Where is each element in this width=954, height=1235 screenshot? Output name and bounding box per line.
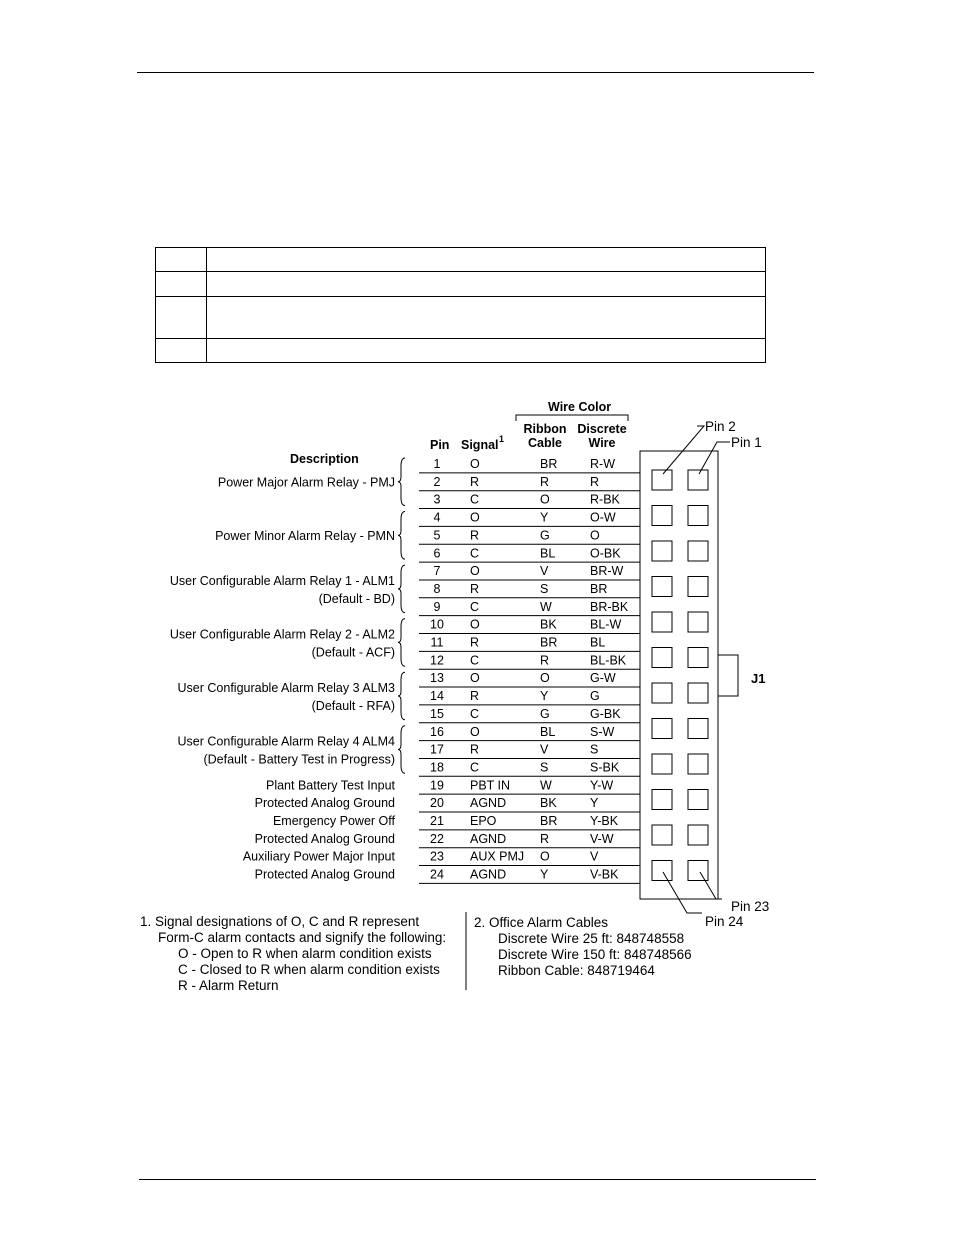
pin-number: 18 — [430, 760, 444, 775]
discrete-heading-2: Wire — [588, 436, 616, 450]
connector-contact — [652, 719, 672, 739]
note-1-line-2: Form-C alarm contacts and signify the following: — [158, 930, 447, 945]
ribbon-color-cell: W — [540, 599, 552, 614]
signal-cell: R — [470, 528, 480, 543]
pin-number: 5 — [433, 528, 441, 543]
pin-row — [419, 475, 640, 491]
signal-cell: AGND — [470, 867, 507, 882]
signal-cell: O — [470, 564, 480, 579]
group-label-line: User Configurable Alarm Relay 1 - ALM1 — [169, 573, 395, 588]
discrete-color-cell: G-W — [590, 671, 616, 686]
pin-row — [419, 493, 640, 509]
pin-number: 9 — [433, 599, 441, 614]
note-2-item: Discrete Wire 150 ft: 848748566 — [498, 947, 692, 962]
ribbon-color-cell: V — [540, 564, 549, 579]
connector-contact — [652, 470, 672, 490]
note-1-item: R - Alarm Return — [178, 978, 279, 993]
ribbon-color-cell: S — [540, 760, 549, 775]
pin24-label: Pin 24 — [705, 914, 744, 929]
signal-heading-superscript: 1 — [499, 434, 505, 444]
pin-number: 19 — [430, 778, 444, 793]
relay-group — [170, 565, 405, 613]
connector-contact — [688, 754, 708, 774]
pin-row — [419, 868, 640, 884]
pin-row — [419, 653, 640, 669]
pin2-label: Pin 2 — [705, 419, 736, 434]
pin-number: 1 — [433, 457, 441, 471]
ribbon-color-cell: BK — [540, 796, 557, 811]
discrete-color-cell: O — [590, 528, 600, 543]
pin-row — [419, 743, 640, 759]
ribbon-heading-2: Cable — [527, 436, 563, 450]
pin-description: Protected Analog Ground — [254, 831, 395, 846]
pin-number: 21 — [430, 814, 444, 828]
signal-cell: EPO — [470, 814, 497, 828]
ribbon-color-cell: BR — [540, 814, 558, 828]
discrete-color-cell: S — [590, 742, 599, 757]
connector-contact — [688, 683, 708, 703]
signal-cell: AGND — [470, 831, 507, 846]
ribbon-color-cell: BR — [540, 457, 558, 471]
ribbon-color-cell: BK — [540, 617, 557, 632]
discrete-color-cell: V — [590, 849, 599, 864]
pin-number: 11 — [430, 635, 444, 650]
pin-row — [419, 511, 640, 527]
signal-cell: R — [470, 635, 480, 650]
pin23-label: Pin 23 — [731, 899, 770, 914]
connector-contact — [688, 612, 708, 632]
signal-cell: PBT IN — [470, 778, 511, 793]
description-heading: Description — [290, 452, 359, 466]
ribbon-color-cell: R — [540, 474, 550, 489]
signal-cell: R — [470, 689, 480, 704]
pin-row — [419, 582, 640, 598]
discrete-color-cell: BL — [590, 635, 606, 650]
connector-contact — [652, 683, 672, 703]
pin-description: Protected Analog Ground — [254, 867, 395, 882]
group-label-line: (Default - Battery Test in Progress) — [203, 752, 395, 767]
signal-heading: Signal — [461, 438, 499, 452]
pin-number: 12 — [430, 653, 444, 668]
group-label-line: (Default - BD) — [318, 591, 395, 606]
ribbon-color-cell: BL — [540, 546, 556, 561]
pin-row — [419, 636, 640, 652]
pin-description: Emergency Power Off — [272, 814, 395, 828]
note-2 — [474, 915, 692, 979]
pin-row — [419, 760, 640, 776]
ribbon-color-cell: BL — [540, 724, 556, 739]
discrete-color-cell: Y-BK — [590, 814, 619, 828]
pin-number: 17 — [430, 742, 444, 757]
discrete-color-cell: O-BK — [590, 546, 621, 561]
connector-contact — [652, 861, 672, 881]
signal-cell: R — [470, 474, 480, 489]
discrete-color-cell: V-W — [590, 831, 614, 846]
connector-contact — [688, 719, 708, 739]
pin-description: Protected Analog Ground — [254, 796, 395, 811]
signal-cell: AUX PMJ — [470, 849, 525, 864]
pin-row — [419, 725, 640, 741]
pin-number: 14 — [430, 689, 444, 704]
connector-contact — [688, 861, 708, 881]
discrete-color-cell: O-W — [590, 510, 616, 525]
signal-cell: O — [470, 617, 480, 632]
discrete-color-cell: BL-W — [590, 617, 622, 632]
signal-cell: O — [470, 457, 480, 471]
discrete-color-cell: V-BK — [590, 867, 619, 882]
pin-row — [419, 796, 640, 812]
note-1-item: O - Open to R when alarm condition exists — [178, 946, 432, 961]
pin1-label: Pin 1 — [731, 435, 762, 450]
wire-color-heading: Wire Color — [548, 400, 612, 414]
connector-contact — [652, 648, 672, 668]
signal-cell: O — [470, 671, 480, 686]
pin-number: 16 — [430, 724, 444, 739]
connector-contact — [652, 577, 672, 597]
discrete-color-cell: Y — [590, 796, 599, 811]
signal-cell: R — [470, 581, 480, 596]
signal-cell: C — [470, 653, 480, 668]
group-label-line: User Configurable Alarm Relay 4 ALM4 — [177, 734, 395, 749]
ribbon-color-cell: R — [540, 653, 550, 668]
connector-contact — [652, 541, 672, 561]
connector-contact — [652, 825, 672, 845]
connector-contact — [688, 541, 708, 561]
pin23-leader — [700, 872, 722, 899]
connector-contact — [688, 825, 708, 845]
pin-number: 7 — [433, 564, 441, 579]
signal-cell: O — [470, 510, 480, 525]
note-2-item: Discrete Wire 25 ft: 848748558 — [498, 931, 685, 946]
connector-contact — [688, 577, 708, 597]
discrete-color-cell: R-BK — [590, 492, 620, 507]
discrete-heading-1: Discrete — [577, 422, 627, 436]
group-label-line: (Default - RFA) — [311, 698, 395, 713]
pin-number: 10 — [430, 617, 444, 632]
group-label-line: Power Major Alarm Relay - PMJ — [217, 475, 395, 490]
signal-cell: C — [470, 546, 480, 561]
pin24-leader — [663, 872, 702, 913]
group-brace — [398, 726, 405, 774]
discrete-color-cell: BL-BK — [590, 653, 627, 668]
group-brace — [398, 512, 405, 560]
pin-number: 13 — [430, 671, 444, 686]
discrete-color-cell: G — [590, 689, 600, 704]
discrete-color-cell: R — [590, 474, 600, 489]
pin-number: 23 — [430, 849, 444, 864]
group-brace — [398, 619, 405, 667]
pin-number: 6 — [433, 546, 441, 561]
pin-row — [419, 618, 640, 634]
pin-number: 15 — [430, 706, 444, 721]
discrete-color-cell: S-BK — [590, 760, 620, 775]
pin-description: Auxiliary Power Major Input — [242, 849, 395, 864]
note-1-line-1: 1. Signal designations of O, C and R represent — [140, 914, 420, 929]
pin-row — [419, 671, 640, 687]
ribbon-color-cell: O — [540, 849, 550, 864]
group-label-line: User Configurable Alarm Relay 3 ALM3 — [177, 680, 395, 695]
relay-group — [215, 512, 405, 560]
discrete-color-cell: R-W — [590, 457, 615, 471]
pin-heading: Pin — [430, 438, 450, 452]
connector-contact — [688, 648, 708, 668]
pin-row — [419, 832, 640, 848]
ribbon-color-cell: R — [540, 831, 550, 846]
note-1-item: C - Closed to R when alarm condition exists — [178, 962, 440, 977]
pin1-leader — [699, 442, 730, 474]
relay-group — [178, 726, 405, 774]
ribbon-color-cell: S — [540, 581, 549, 596]
pin-number: 3 — [433, 492, 441, 507]
discrete-color-cell: BR — [590, 581, 608, 596]
pin-row — [419, 778, 640, 794]
group-brace — [398, 458, 405, 506]
bottom-rule — [139, 1179, 816, 1180]
group-label-line: (Default - ACF) — [311, 645, 395, 660]
ribbon-color-cell: O — [540, 492, 550, 507]
pin-row — [419, 707, 640, 723]
ribbon-color-cell: V — [540, 742, 549, 757]
pin-number: 4 — [433, 510, 441, 525]
pin-number: 8 — [433, 581, 441, 596]
connector-contact — [652, 754, 672, 774]
pin-row — [419, 528, 640, 544]
pin-row — [419, 546, 640, 562]
ribbon-color-cell: O — [540, 671, 550, 686]
note-1 — [140, 914, 446, 994]
ribbon-heading-1: Ribbon — [523, 422, 567, 436]
pin-number: 24 — [430, 867, 444, 882]
discrete-color-cell: Y-W — [590, 778, 614, 793]
j1-bracket — [718, 655, 738, 696]
discrete-color-cell: S-W — [590, 724, 615, 739]
signal-cell: C — [470, 760, 480, 775]
pin-row — [419, 457, 640, 473]
ribbon-color-cell: Y — [540, 510, 549, 525]
pin2-leader — [663, 426, 704, 474]
signal-cell: AGND — [470, 796, 507, 811]
group-brace — [398, 565, 405, 613]
ribbon-color-cell: W — [540, 778, 552, 793]
ribbon-color-cell: G — [540, 528, 550, 543]
signal-cell: C — [470, 599, 480, 614]
connector-name: J1 — [751, 671, 766, 686]
signal-cell: C — [470, 492, 480, 507]
signal-cell: C — [470, 706, 480, 721]
group-brace — [398, 672, 405, 720]
signal-cell: R — [470, 742, 480, 757]
relay-group — [178, 672, 405, 720]
discrete-color-cell: G-BK — [590, 706, 621, 721]
ribbon-color-cell: G — [540, 706, 550, 721]
pin-row — [419, 850, 640, 866]
connector-contact — [652, 612, 672, 632]
discrete-color-cell: BR-BK — [590, 599, 629, 614]
wire-color-bracket — [516, 415, 628, 421]
pin-number: 20 — [430, 796, 444, 811]
discrete-color-cell: BR-W — [590, 564, 624, 579]
connector-contact — [688, 470, 708, 490]
pin-row — [419, 814, 640, 830]
signal-cell: O — [470, 724, 480, 739]
note-2-item: Ribbon Cable: 848719464 — [498, 963, 655, 978]
pin-row — [419, 689, 640, 705]
relay-group — [170, 619, 405, 667]
connector-contact — [652, 790, 672, 810]
pin-row — [419, 600, 640, 616]
pin-number: 22 — [430, 831, 444, 846]
group-label-line: Power Minor Alarm Relay - PMN — [215, 528, 395, 543]
ribbon-color-cell: Y — [540, 867, 549, 882]
connector-contact — [652, 506, 672, 526]
pin-number: 2 — [433, 474, 441, 489]
pin-row — [419, 564, 640, 580]
note-2-title: 2. Office Alarm Cables — [474, 915, 609, 930]
connector-contact — [688, 506, 708, 526]
ribbon-color-cell: BR — [540, 635, 558, 650]
group-label-line: User Configurable Alarm Relay 2 - ALM2 — [169, 627, 395, 642]
ribbon-color-cell: Y — [540, 689, 549, 704]
pin-description: Plant Battery Test Input — [265, 778, 395, 793]
connector-contact — [688, 790, 708, 810]
